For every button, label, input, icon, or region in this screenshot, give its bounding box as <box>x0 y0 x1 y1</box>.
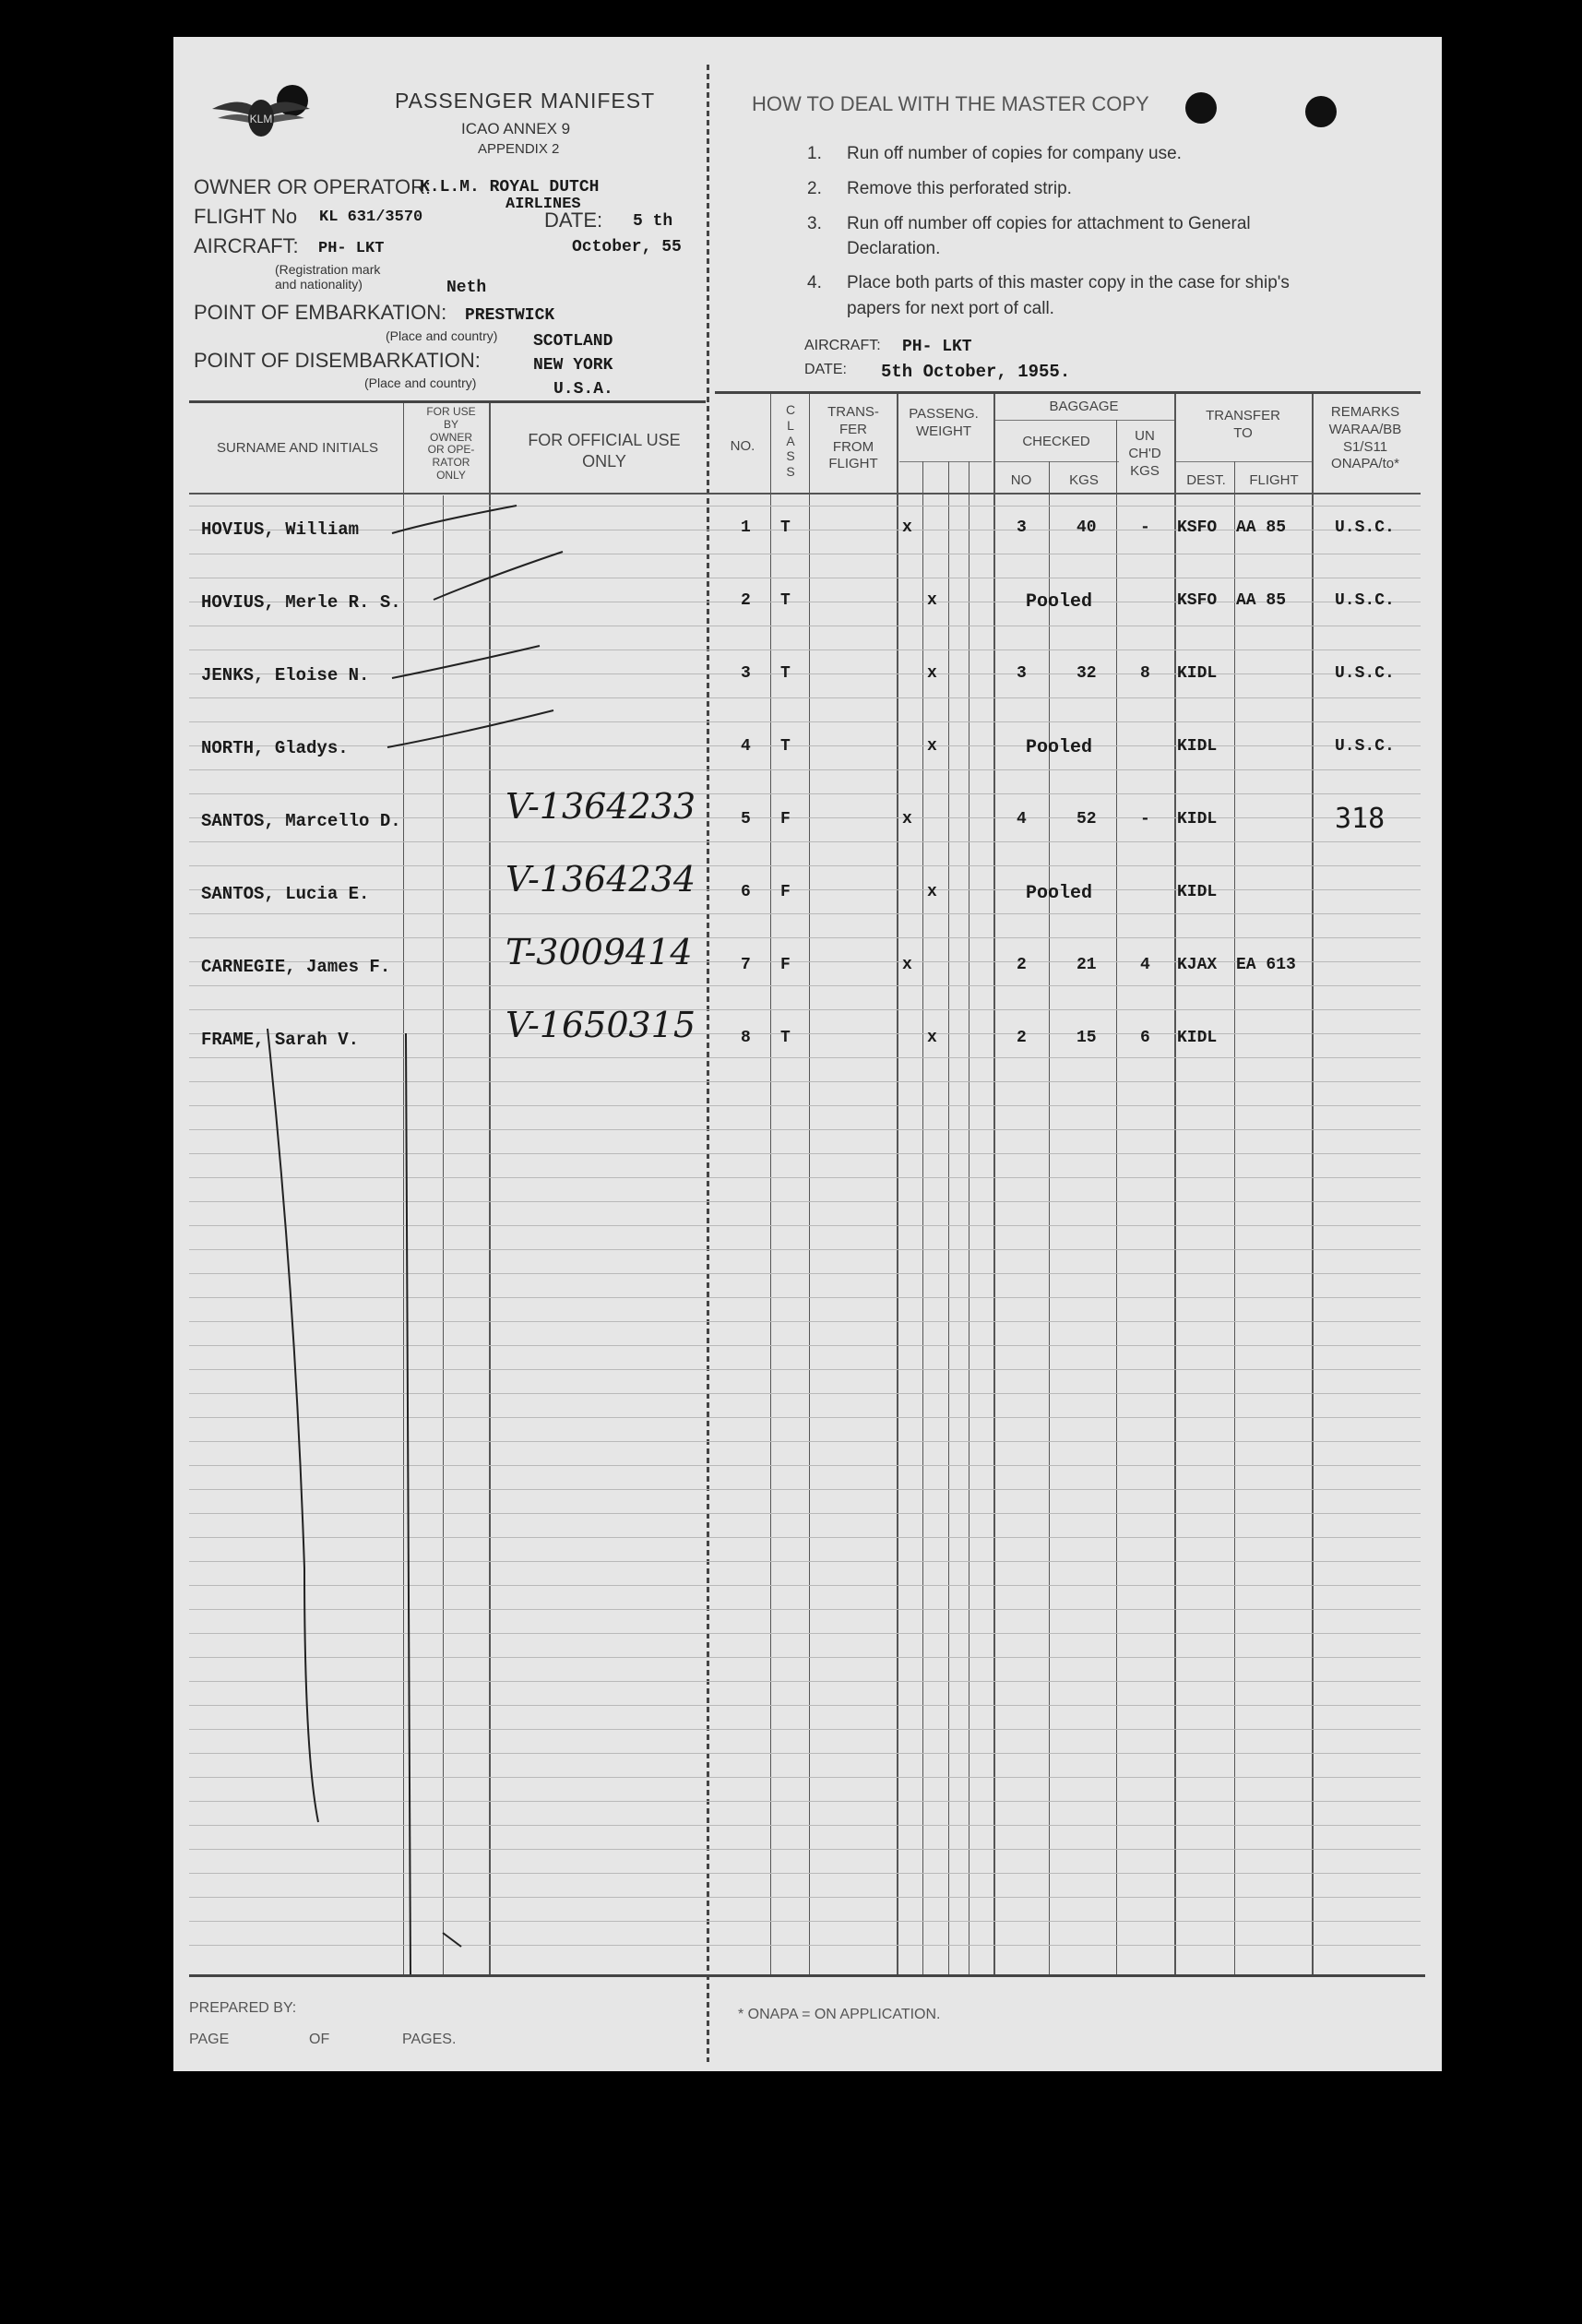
date-label-right: DATE: <box>804 362 847 377</box>
transfer-flight: EA 613 <box>1236 956 1296 974</box>
weight-mark-1: x <box>902 518 912 537</box>
col-unchecked: UN CH'D KGS <box>1128 428 1161 479</box>
transfer-dest: KSFO <box>1177 591 1218 610</box>
passenger-no: 2 <box>741 591 751 610</box>
passenger-name: HOVIUS, Merle R. S. <box>201 592 401 613</box>
disembarkation-country: U.S.A. <box>553 380 613 399</box>
aircraft-value-right: PH- LKT <box>902 338 972 356</box>
bag-count: 2 <box>1017 956 1027 974</box>
aircraft-label-right: AIRCRAFT: <box>804 338 881 353</box>
passenger-no: 4 <box>741 737 751 756</box>
page-label: PAGE <box>189 2032 230 2047</box>
col-remarks: REMARKS WARAA/BB S1/S11 ONAPA/to* <box>1328 404 1402 472</box>
date-value-2: October, 55 <box>572 238 682 256</box>
unchecked-kgs: - <box>1140 518 1150 537</box>
passenger-class: T <box>780 518 791 537</box>
embarkation-value: PRESTWICK <box>465 306 555 325</box>
prepared-by-label: PREPARED BY: <box>189 2000 297 2016</box>
col-owner-use: FOR USE BY OWNER OR OPE- RATOR ONLY <box>426 405 476 482</box>
passenger-class: T <box>780 664 791 683</box>
passenger-name: NORTH, Gladys. <box>201 738 349 758</box>
owner-value-2: AIRLINES <box>506 196 581 213</box>
pooled-note: Pooled <box>1026 591 1093 613</box>
disembarkation-note: (Place and country) <box>364 375 477 390</box>
owner-label: OWNER OR OPERATOR: <box>194 175 432 198</box>
date-value-right: 5th October, 1955. <box>881 362 1071 382</box>
col-transfer-to: TRANSFER TO <box>1206 408 1280 441</box>
col-surname: SURNAME AND INITIALS <box>216 440 379 456</box>
bag-kgs: 21 <box>1076 956 1097 974</box>
embarkation-country: SCOTLAND <box>533 332 613 351</box>
col-no: NO. <box>730 438 755 454</box>
col-bag-no: NO <box>1010 472 1032 488</box>
pages-label: PAGES. <box>402 2032 457 2047</box>
instructions-title: HOW TO DEAL WITH THE MASTER COPY <box>752 92 1149 115</box>
instruction-num-3: 3. <box>807 214 822 233</box>
aircraft-label: AIRCRAFT: <box>194 234 299 257</box>
aircraft-value: PH- LKT <box>318 240 385 257</box>
pooled-note: Pooled <box>1026 737 1093 758</box>
bag-count: 3 <box>1017 518 1027 537</box>
transfer-flight: AA 85 <box>1236 591 1287 610</box>
instruction-2: Remove this perforated strip. <box>847 179 1072 198</box>
weight-mark-1: x <box>902 956 912 974</box>
official-number: V-1364234 <box>506 859 696 900</box>
instruction-num-4: 4. <box>807 273 822 292</box>
weight-mark-2: x <box>927 664 937 683</box>
transfer-dest: KIDL <box>1177 664 1218 683</box>
instruction-num-2: 2. <box>807 179 822 198</box>
embarkation-label: POINT OF EMBARKATION: <box>194 301 447 324</box>
icao-annex: ICAO ANNEX 9 <box>461 120 571 137</box>
weight-mark-2: x <box>927 1029 937 1047</box>
passenger-class: F <box>780 956 791 974</box>
date-label: DATE: <box>544 209 603 232</box>
passenger-no: 5 <box>741 810 751 828</box>
manifest-title: PASSENGER MANIFEST <box>395 89 656 113</box>
bag-count: 2 <box>1017 1029 1027 1047</box>
transfer-dest: KIDL <box>1177 883 1218 901</box>
passenger-name: SANTOS, Lucia E. <box>201 884 370 904</box>
passenger-name: SANTOS, Marcello D. <box>201 811 401 831</box>
remarks: U.S.C. <box>1335 591 1395 610</box>
onapa-note: * ONAPA = ON APPLICATION. <box>738 2007 941 2022</box>
instruction-3: Run off number off copies for attachment to General <box>847 214 1251 233</box>
bag-count: 4 <box>1017 810 1027 828</box>
weight-mark-1: x <box>902 810 912 828</box>
bag-count: 3 <box>1017 664 1027 683</box>
registration-note-2: and nationality) <box>275 277 363 292</box>
passenger-no: 7 <box>741 956 751 974</box>
unchecked-kgs: 6 <box>1140 1029 1150 1047</box>
official-number: V-1364233 <box>506 786 696 827</box>
nationality-value: Neth <box>446 279 487 297</box>
col-class: C L A S S <box>785 402 796 480</box>
transfer-dest: KIDL <box>1177 1029 1218 1047</box>
passenger-name: FRAME, Sarah V. <box>201 1030 360 1050</box>
passenger-name: HOVIUS, William <box>201 519 360 540</box>
transfer-dest: KSFO <box>1177 518 1218 537</box>
passenger-class: F <box>780 810 791 828</box>
unchecked-kgs: - <box>1140 810 1150 828</box>
of-label: OF <box>309 2032 330 2047</box>
embarkation-note: (Place and country) <box>386 328 498 343</box>
passenger-no: 1 <box>741 518 751 537</box>
svg-text:KLM: KLM <box>249 113 273 125</box>
registration-note: (Registration mark <box>275 262 381 277</box>
bag-kgs: 32 <box>1076 664 1097 683</box>
pooled-note: Pooled <box>1026 883 1093 904</box>
passenger-class: T <box>780 1029 791 1047</box>
passenger-name: JENKS, Eloise N. <box>201 665 370 685</box>
instruction-num-1: 1. <box>807 144 822 163</box>
bag-kgs: 52 <box>1076 810 1097 828</box>
instruction-3-cont: Declaration. <box>847 239 941 258</box>
col-passenger-weight: PASSENG. WEIGHT <box>909 406 979 439</box>
remarks: U.S.C. <box>1335 664 1395 683</box>
passenger-no: 6 <box>741 883 751 901</box>
official-number: V-1650315 <box>506 1005 696 1045</box>
col-official-use: FOR OFFICIAL USE ONLY <box>528 431 681 471</box>
bag-kgs: 15 <box>1076 1029 1097 1047</box>
bag-kgs: 40 <box>1076 518 1097 537</box>
instruction-4: Place both parts of this master copy in the case for ship's <box>847 273 1290 292</box>
passenger-name: CARNEGIE, James F. <box>201 957 391 977</box>
col-dest: DEST. <box>1186 472 1226 488</box>
col-transfer-from: TRANS- FER FROM FLIGHT <box>827 404 879 472</box>
col-checked: CHECKED <box>1022 434 1090 449</box>
disembarkation-value: NEW YORK <box>533 356 613 375</box>
remarks: U.S.C. <box>1335 737 1395 756</box>
transfer-dest: KJAX <box>1177 956 1218 974</box>
weight-mark-2: x <box>927 737 937 756</box>
passenger-class: T <box>780 737 791 756</box>
appendix: APPENDIX 2 <box>478 141 560 157</box>
col-bag-kgs: KGS <box>1069 472 1099 488</box>
passenger-no: 8 <box>741 1029 751 1047</box>
col-flight: FLIGHT <box>1249 472 1299 488</box>
official-number: T-3009414 <box>506 932 693 972</box>
passenger-no: 3 <box>741 664 751 683</box>
disembarkation-label: POINT OF DISEMBARKATION: <box>194 349 481 372</box>
col-baggage: BAGGAGE <box>1049 399 1119 414</box>
weight-mark-2: x <box>927 591 937 610</box>
transfer-dest: KIDL <box>1177 810 1218 828</box>
instruction-4-cont: papers for next port of call. <box>847 299 1054 318</box>
remarks: U.S.C. <box>1335 518 1395 537</box>
flight-value: KL 631/3570 <box>319 209 423 226</box>
remarks: 318 <box>1335 803 1386 835</box>
transfer-dest: KIDL <box>1177 737 1218 756</box>
passenger-class: T <box>780 591 791 610</box>
weight-mark-2: x <box>927 883 937 901</box>
transfer-flight: AA 85 <box>1236 518 1287 537</box>
passenger-class: F <box>780 883 791 901</box>
unchecked-kgs: 4 <box>1140 956 1150 974</box>
instruction-1: Run off number of copies for company use. <box>847 144 1182 163</box>
date-value: 5 th <box>633 212 673 231</box>
unchecked-kgs: 8 <box>1140 664 1150 683</box>
flight-label: FLIGHT No <box>194 205 298 228</box>
owner-value: K.L.M. ROYAL DUTCH <box>420 178 600 197</box>
